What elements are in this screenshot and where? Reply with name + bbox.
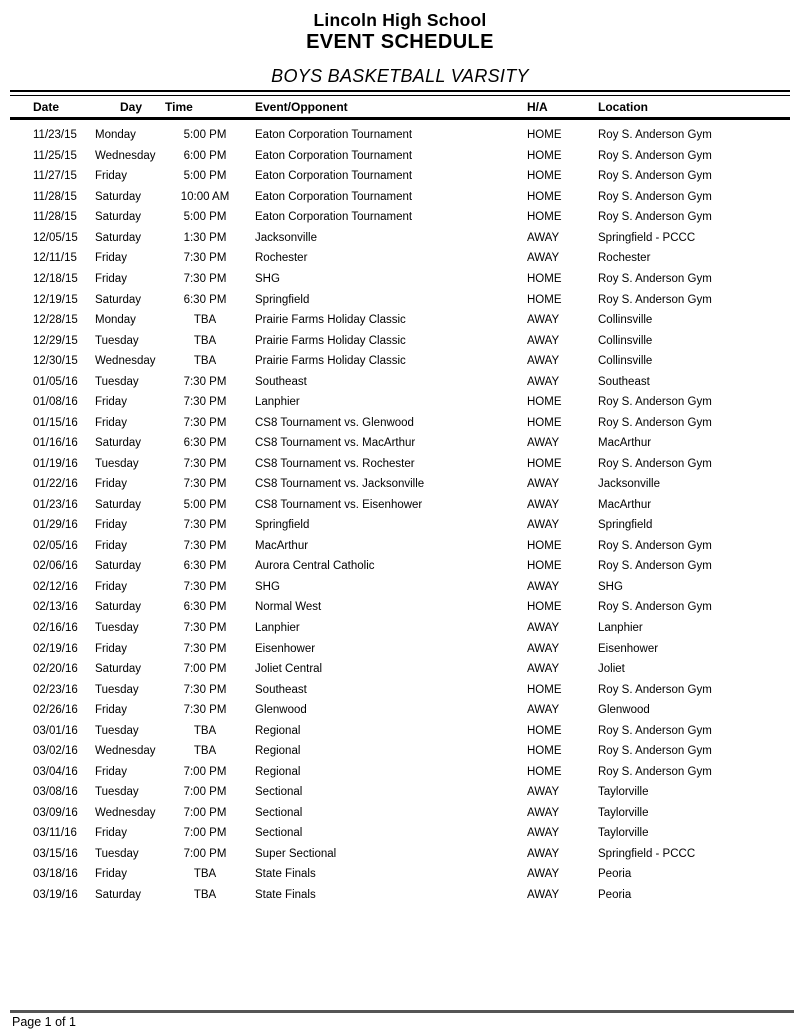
cell-event: Lanphier [255,622,300,635]
cell-event: Regional [255,724,301,737]
cell-time: 7:30 PM [183,375,227,388]
footer-rule [10,1010,794,1013]
table-row [10,823,790,844]
column-header-date: Date [33,99,60,114]
cell-event: Jacksonville [255,231,317,244]
cell-date: 12/05/15 [33,231,78,244]
cell-location: Peoria [598,888,632,901]
cell-event: Eisenhower [255,642,316,655]
cell-event: Sectional [255,806,303,819]
table-row [10,803,790,824]
cell-location: Southeast [598,375,650,388]
cell-event: State Finals [255,888,316,901]
cell-date: 02/16/16 [33,622,78,635]
cell-ha: AWAY [527,519,560,532]
cell-location: Roy S. Anderson Gym [598,724,712,737]
cell-event: Joliet Central [255,663,323,676]
cell-date: 01/15/16 [33,416,78,429]
cell-time: 7:30 PM [183,642,227,655]
cell-ha: HOME [527,416,562,429]
table-row [10,351,790,372]
cell-time: 7:00 PM [183,827,227,840]
cell-day: Friday [95,252,127,265]
cell-ha: HOME [527,129,562,142]
cell-time: 7:30 PM [183,457,227,470]
cell-time: 7:30 PM [183,272,227,285]
cell-ha: HOME [527,149,562,162]
cell-location: Roy S. Anderson Gym [598,149,712,162]
cell-day: Wednesday [95,806,156,819]
cell-location: Peoria [598,868,632,881]
cell-date: 11/28/15 [33,190,77,203]
cell-event: Prairie Farms Holiday Classic [255,355,406,368]
cell-time: 7:30 PM [183,252,227,265]
cell-time: 6:30 PM [183,437,227,450]
cell-location: MacArthur [598,498,652,511]
cell-location: MacArthur [598,437,652,450]
cell-time: 6:30 PM [183,560,227,573]
cell-day: Tuesday [95,786,139,799]
cell-time: TBA [193,314,217,327]
cell-date: 12/30/15 [33,355,78,368]
cell-day: Tuesday [95,683,139,696]
cell-day: Friday [95,704,127,717]
cell-date: 03/02/16 [33,745,78,758]
table-row [10,454,790,475]
cell-ha: AWAY [527,888,560,901]
cell-ha: AWAY [527,314,560,327]
cell-day: Friday [95,827,127,840]
cell-event: Eaton Corporation Tournament [255,190,413,203]
cell-day: Wednesday [95,745,156,758]
table-header-row [10,96,790,117]
cell-event: Springfield [255,293,310,306]
cell-time: 1:30 PM [183,231,227,244]
cell-ha: HOME [527,560,562,573]
column-header-ha: H/A [527,99,548,114]
cell-date: 01/23/16 [33,498,78,511]
cell-day: Saturday [95,231,142,244]
cell-day: Friday [95,396,127,409]
cell-event: CS8 Tournament vs. Jacksonville [255,478,425,491]
cell-location: Roy S. Anderson Gym [598,272,712,285]
table-row [10,864,790,885]
cell-day: Tuesday [95,622,139,635]
table-row [10,166,790,187]
table-row [10,761,790,782]
cell-ha: AWAY [527,642,560,655]
cell-event: CS8 Tournament vs. Rochester [255,457,415,470]
cell-location: Roy S. Anderson Gym [598,129,712,142]
cell-ha: AWAY [527,231,560,244]
cell-event: Super Sectional [255,847,337,860]
cell-event: Sectional [255,786,303,799]
cell-ha: HOME [527,724,562,737]
cell-day: Tuesday [95,334,139,347]
cell-event: Eaton Corporation Tournament [255,211,413,224]
cell-location: SHG [598,580,623,593]
cell-ha: AWAY [527,806,560,819]
table-row [10,330,790,351]
cell-date: 02/26/16 [33,704,78,717]
column-header-location: Location [598,99,648,114]
table-row [10,536,790,557]
cell-date: 03/04/16 [33,765,78,778]
cell-date: 02/19/16 [33,642,78,655]
cell-date: 03/09/16 [33,806,78,819]
cell-ha: HOME [527,396,562,409]
cell-date: 02/05/16 [33,539,78,552]
cell-date: 12/28/15 [33,314,78,327]
cell-event: Aurora Central Catholic [255,560,375,573]
cell-time: 10:00 AM [180,190,230,203]
cell-day: Saturday [95,888,142,901]
table-row [10,577,790,598]
column-header-time: Time [165,99,193,114]
cell-ha: AWAY [527,580,560,593]
cell-ha: AWAY [527,355,560,368]
schedule-table [10,90,790,905]
cell-ha: AWAY [527,622,560,635]
cell-time: 6:00 PM [183,149,227,162]
cell-time: 7:00 PM [183,847,227,860]
cell-time: 6:30 PM [183,293,227,306]
table-row [10,207,790,228]
cell-date: 03/11/16 [33,827,77,840]
cell-time: 7:30 PM [183,704,227,717]
cell-time: 7:00 PM [183,806,227,819]
cell-day: Monday [95,314,136,327]
cell-event: Normal West [255,601,322,614]
cell-time: 7:30 PM [183,416,227,429]
cell-date: 02/13/16 [33,601,78,614]
cell-date: 02/12/16 [33,580,78,593]
cell-event: SHG [255,272,280,285]
cell-day: Wednesday [95,149,156,162]
cell-day: Tuesday [95,847,139,860]
cell-location: Springfield - PCCC [598,847,696,860]
cell-location: Roy S. Anderson Gym [598,765,712,778]
cell-ha: HOME [527,601,562,614]
cell-date: 03/18/16 [33,868,78,881]
cell-day: Saturday [95,560,142,573]
table-row [10,371,790,392]
cell-date: 11/25/15 [33,149,77,162]
cell-ha: HOME [527,765,562,778]
cell-ha: HOME [527,745,562,758]
table-body [10,120,790,905]
cell-ha: HOME [527,539,562,552]
cell-time: 7:30 PM [183,622,227,635]
table-row [10,495,790,516]
cell-location: Roy S. Anderson Gym [598,396,712,409]
cell-event: Regional [255,745,301,758]
cell-date: 02/23/16 [33,683,78,696]
cell-day: Friday [95,765,127,778]
cell-event: CS8 Tournament vs. MacArthur [255,437,416,450]
table-row [10,248,790,269]
cell-event: State Finals [255,868,316,881]
table-row [10,700,790,721]
table-row [10,228,790,249]
cell-location: Glenwood [598,704,650,717]
document-header [0,0,800,87]
cell-event: Eaton Corporation Tournament [255,129,413,142]
cell-date: 02/06/16 [33,560,78,573]
cell-ha: AWAY [527,704,560,717]
cell-date: 01/29/16 [33,519,78,532]
cell-time: 7:00 PM [183,786,227,799]
cell-time: 7:30 PM [183,519,227,532]
cell-time: TBA [193,724,217,737]
column-header-event: Event/Opponent [255,99,348,114]
document-title: EVENT SCHEDULE [306,31,494,53]
cell-date: 01/22/16 [33,478,78,491]
cell-day: Friday [95,416,127,429]
cell-time: 7:30 PM [183,539,227,552]
cell-day: Saturday [95,601,142,614]
table-row [10,844,790,865]
cell-day: Friday [95,478,127,491]
cell-date: 01/08/16 [33,396,78,409]
cell-time: TBA [193,334,217,347]
cell-day: Saturday [95,498,142,511]
cell-ha: HOME [527,211,562,224]
cell-location: Jacksonville [598,478,660,491]
cell-ha: AWAY [527,868,560,881]
cell-location: Collinsville [598,334,653,347]
cell-date: 11/27/15 [33,170,77,183]
table-row [10,187,790,208]
cell-event: Lanphier [255,396,300,409]
table-row [10,433,790,454]
cell-event: Regional [255,765,301,778]
cell-ha: AWAY [527,252,560,265]
cell-day: Friday [95,868,127,881]
cell-day: Friday [95,539,127,552]
cell-ha: HOME [527,190,562,203]
cell-date: 03/19/16 [33,888,78,901]
table-row [10,146,790,167]
school-name: Lincoln High School [313,10,487,30]
cell-event: Prairie Farms Holiday Classic [255,334,406,347]
cell-ha: AWAY [527,478,560,491]
cell-ha: AWAY [527,663,560,676]
cell-ha: AWAY [527,498,560,511]
cell-date: 02/20/16 [33,663,78,676]
table-row [10,782,790,803]
cell-ha: AWAY [527,827,560,840]
cell-ha: HOME [527,170,562,183]
cell-day: Saturday [95,293,142,306]
cell-day: Friday [95,272,127,285]
table-row [10,618,790,639]
cell-location: Roy S. Anderson Gym [598,190,712,203]
table-row [10,556,790,577]
cell-event: CS8 Tournament vs. Eisenhower [255,498,423,511]
cell-ha: AWAY [527,375,560,388]
cell-day: Monday [95,129,136,142]
table-row [10,125,790,146]
table-row [10,885,790,906]
cell-location: Roy S. Anderson Gym [598,416,712,429]
cell-date: 11/23/15 [33,129,77,142]
table-row [10,392,790,413]
cell-date: 01/16/16 [33,437,78,450]
cell-day: Tuesday [95,724,139,737]
cell-day: Tuesday [95,457,139,470]
cell-event: MacArthur [255,539,309,552]
cell-day: Friday [95,642,127,655]
cell-date: 11/28/15 [33,211,77,224]
cell-date: 12/18/15 [33,272,78,285]
table-row [10,289,790,310]
cell-ha: HOME [527,683,562,696]
cell-time: 5:00 PM [183,498,227,511]
cell-day: Saturday [95,663,142,676]
cell-location: Taylorville [598,827,649,840]
table-row [10,515,790,536]
cell-date: 12/19/15 [33,293,78,306]
cell-event: Rochester [255,252,308,265]
cell-day: Saturday [95,211,142,224]
cell-time: 7:00 PM [183,663,227,676]
cell-location: Roy S. Anderson Gym [598,457,712,470]
cell-time: 5:00 PM [183,211,227,224]
cell-time: 5:00 PM [183,170,227,183]
cell-ha: AWAY [527,334,560,347]
cell-ha: HOME [527,293,562,306]
table-row [10,412,790,433]
cell-event: Springfield [255,519,310,532]
table-row [10,310,790,331]
table-row [10,269,790,290]
cell-location: Lanphier [598,622,643,635]
cell-ha: HOME [527,272,562,285]
table-row [10,474,790,495]
cell-time: 6:30 PM [183,601,227,614]
cell-ha: HOME [527,457,562,470]
cell-ha: AWAY [527,786,560,799]
cell-time: 7:30 PM [183,580,227,593]
cell-day: Friday [95,519,127,532]
cell-location: Collinsville [598,355,653,368]
cell-time: 7:30 PM [183,478,227,491]
cell-time: 7:30 PM [183,396,227,409]
cell-date: 12/29/15 [33,334,78,347]
cell-time: TBA [193,868,217,881]
cell-time: TBA [193,745,217,758]
cell-event: Southeast [255,683,307,696]
cell-event: Sectional [255,827,303,840]
cell-day: Tuesday [95,375,139,388]
cell-date: 03/08/16 [33,786,78,799]
cell-location: Springfield [598,519,653,532]
cell-day: Saturday [95,190,142,203]
page-number-label: Page 1 of 1 [12,1015,76,1029]
cell-event: Eaton Corporation Tournament [255,149,413,162]
cell-location: Joliet [598,663,625,676]
table-row [10,720,790,741]
cell-location: Eisenhower [598,642,659,655]
cell-time: 7:00 PM [183,765,227,778]
cell-event: Eaton Corporation Tournament [255,170,413,183]
cell-event: SHG [255,580,280,593]
cell-location: Taylorville [598,786,649,799]
cell-event: Prairie Farms Holiday Classic [255,314,406,327]
cell-day: Saturday [95,437,142,450]
cell-location: Springfield - PCCC [598,231,696,244]
cell-time: TBA [193,888,217,901]
cell-location: Taylorville [598,806,649,819]
cell-location: Roy S. Anderson Gym [598,539,712,552]
cell-date: 01/19/16 [33,457,78,470]
cell-ha: AWAY [527,847,560,860]
cell-location: Roy S. Anderson Gym [598,745,712,758]
cell-event: CS8 Tournament vs. Glenwood [255,416,414,429]
cell-time: TBA [193,355,217,368]
cell-day: Friday [95,580,127,593]
table-row [10,679,790,700]
cell-location: Roy S. Anderson Gym [598,293,712,306]
cell-location: Roy S. Anderson Gym [598,170,712,183]
schedule-subtitle: BOYS BASKETBALL VARSITY [271,66,529,86]
column-header-day: Day [119,99,142,114]
cell-location: Roy S. Anderson Gym [598,560,712,573]
table-row [10,741,790,762]
cell-time: 7:30 PM [183,683,227,696]
cell-location: Collinsville [598,314,653,327]
cell-event: Southeast [255,375,307,388]
cell-ha: AWAY [527,437,560,450]
cell-date: 01/05/16 [33,375,78,388]
table-row [10,659,790,680]
table-row [10,597,790,618]
cell-event: Glenwood [255,704,307,717]
cell-location: Roy S. Anderson Gym [598,211,712,224]
cell-date: 12/11/15 [33,252,77,265]
cell-date: 03/15/16 [33,847,78,860]
cell-date: 03/01/16 [33,724,78,737]
table-row [10,638,790,659]
cell-location: Rochester [598,252,651,265]
cell-time: 5:00 PM [183,129,227,142]
cell-location: Roy S. Anderson Gym [598,683,712,696]
cell-day: Friday [95,170,127,183]
cell-day: Wednesday [95,355,156,368]
cell-location: Roy S. Anderson Gym [598,601,712,614]
